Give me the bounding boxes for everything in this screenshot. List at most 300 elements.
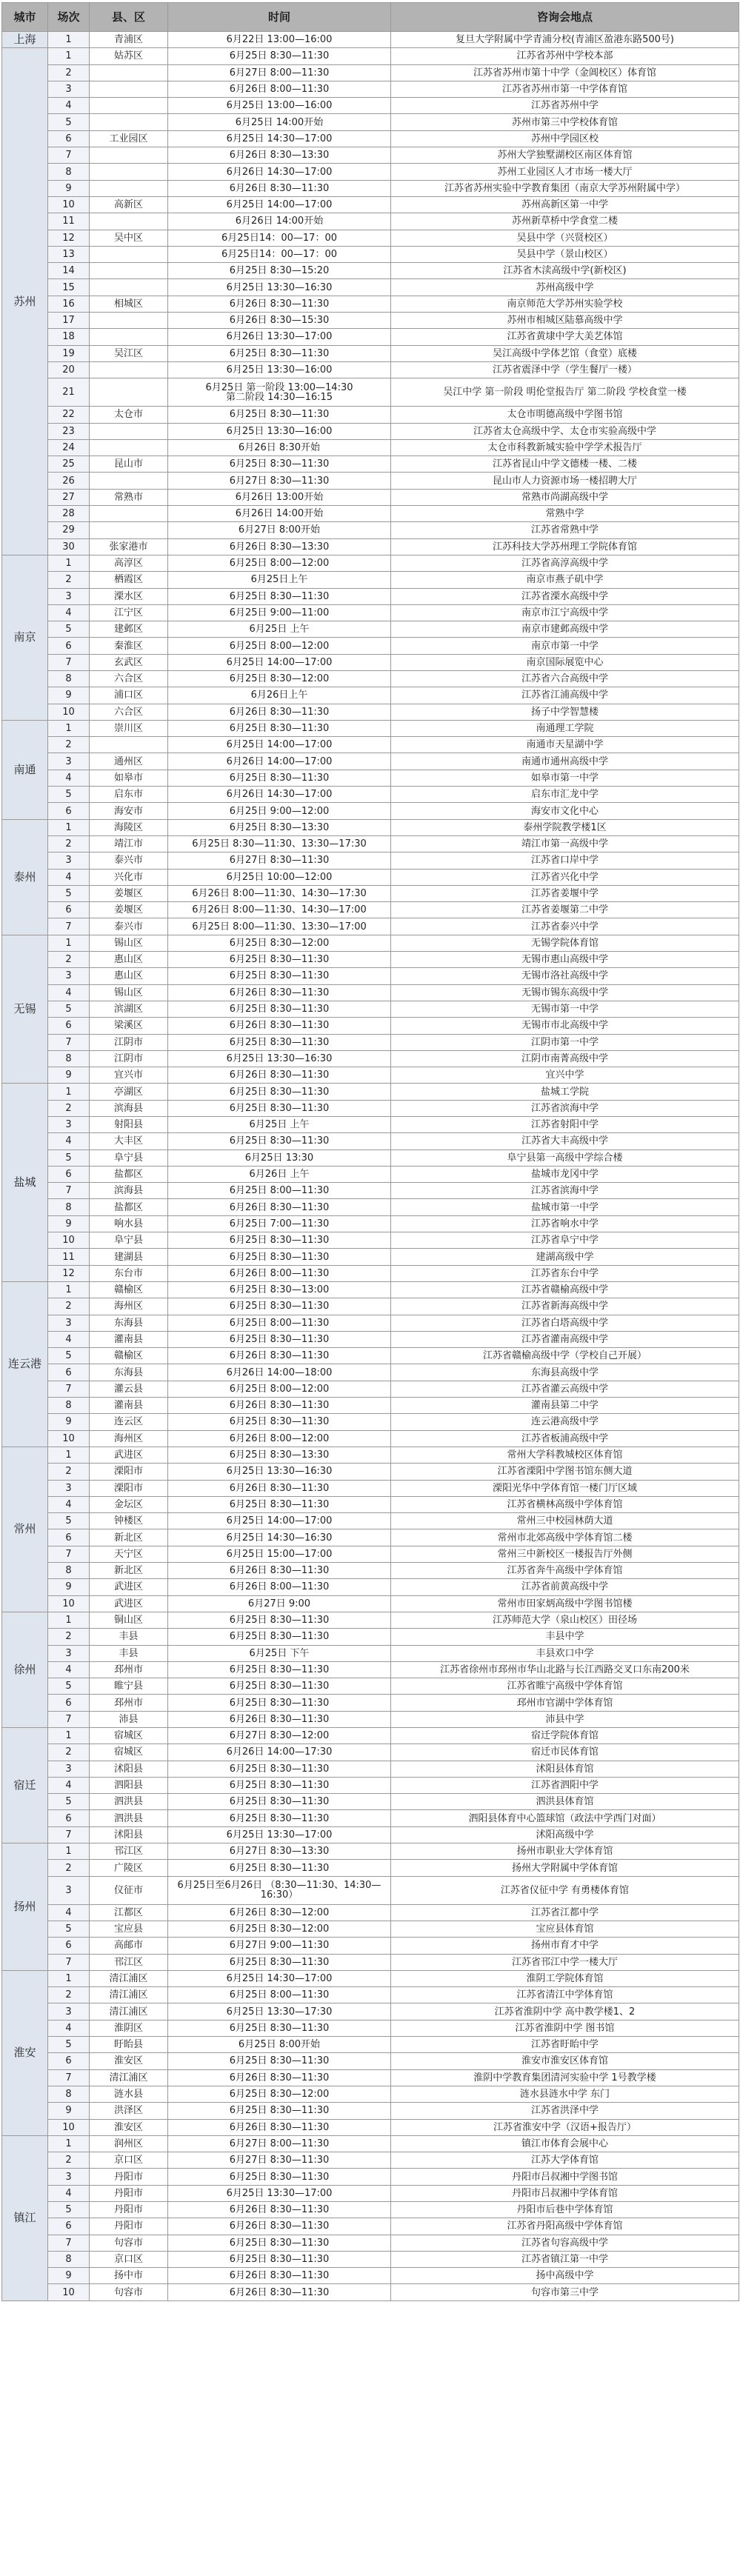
session-number-cell: 6 [48, 2218, 90, 2235]
location-cell: 江苏省溧水高级中学 [391, 588, 739, 604]
table-row [2, 670, 739, 687]
session-number-cell: 6 [48, 1695, 90, 1711]
session-number-cell: 11 [48, 213, 90, 230]
time-cell: 6月25日 8:30—11:30 [168, 48, 391, 64]
location-cell: 灌南县第二中学 [391, 1398, 739, 1414]
session-number-cell: 10 [48, 2284, 90, 2300]
time-cell: 6月25日 8:30—11:30 [168, 1100, 391, 1116]
session-number-cell: 19 [48, 345, 90, 361]
table-row [2, 1364, 739, 1381]
session-number-cell: 9 [48, 687, 90, 704]
table-row [2, 296, 739, 312]
table-row [2, 1050, 739, 1067]
table-row [2, 1398, 739, 1414]
location-cell: 昆山市人力资源市场一楼招聘大厅 [391, 473, 739, 489]
time-cell: 6月25日 14:30—17:00 [168, 130, 391, 147]
session-number-cell: 5 [48, 1794, 90, 1810]
district-cell: 射阳县 [90, 1117, 168, 1133]
location-cell: 扬州市职业大学体育馆 [391, 1843, 739, 1860]
session-number-cell: 9 [48, 180, 90, 196]
session-number-cell: 2 [48, 2152, 90, 2169]
time-cell: 6月25日 8:30—11:30 [168, 1001, 391, 1017]
district-cell: 惠山区 [90, 968, 168, 984]
city-cell: 苏州 [2, 48, 48, 555]
district-cell: 姜堰区 [90, 885, 168, 901]
table-row [2, 2251, 739, 2267]
time-cell: 6月25日 8:30—11:30 [168, 2020, 391, 2036]
table-row [2, 114, 739, 130]
session-number-cell: 5 [48, 1149, 90, 1166]
session-number-cell: 8 [48, 164, 90, 180]
table-row [2, 164, 739, 180]
session-number-cell: 11 [48, 1249, 90, 1265]
district-cell: 丹阳市 [90, 2202, 168, 2218]
table-row [2, 32, 739, 48]
time-cell: 6月26日 8:00—11:30、14:30—17:00 [168, 902, 391, 918]
time-cell: 6月25日 8:00—12:00 [168, 1381, 391, 1397]
time-cell: 6月26日 8:00—11:30 [168, 1265, 391, 1281]
table-row [2, 1215, 739, 1232]
table-row [2, 803, 739, 819]
location-cell: 沭阳高级中学 [391, 1826, 739, 1843]
city-cell: 盐城 [2, 1084, 48, 1282]
time-cell: 6月26日 8:30—11:30 [168, 704, 391, 720]
district-cell: 沭阳县 [90, 1826, 168, 1843]
session-number-cell: 2 [48, 64, 90, 81]
district-cell: 东海县 [90, 1364, 168, 1381]
table-row [2, 1067, 739, 1084]
session-number-cell: 2 [48, 1987, 90, 2003]
location-cell: 溧阳光华中学体育馆一楼门厅区域 [391, 1480, 739, 1496]
district-cell: 大丰区 [90, 1133, 168, 1149]
location-cell: 南京师范大学苏州实验学校 [391, 296, 739, 312]
location-cell: 江苏省滨海中学 [391, 1183, 739, 1199]
time-cell: 6月27日 8:30—11:30 [168, 473, 391, 489]
district-cell: 阜宁县 [90, 1149, 168, 1166]
time-cell: 6月25日 8:00—11:30、13:30—17:00 [168, 918, 391, 935]
city-cell: 南通 [2, 720, 48, 819]
location-cell: 无锡市第一中学 [391, 1001, 739, 1017]
table-row [2, 1711, 739, 1727]
location-cell: 南京市建邺高级中学 [391, 621, 739, 638]
time-cell: 6月25日 14:30—17:00 [168, 1970, 391, 1986]
table-row [2, 2268, 739, 2284]
table-row [2, 1084, 739, 1100]
district-cell: 姜堰区 [90, 902, 168, 918]
time-cell: 6月25日 8:30—11:30 [168, 1794, 391, 1810]
time-cell: 6月25日 8:30—12:00 [168, 670, 391, 687]
location-cell: 常州三中校园林荫大道 [391, 1513, 739, 1529]
district-cell: 清江浦区 [90, 2003, 168, 2020]
session-number-cell: 10 [48, 1595, 90, 1612]
time-cell: 6月25日 9:00—12:00 [168, 803, 391, 819]
session-number-cell: 4 [48, 604, 90, 621]
table-row [2, 1744, 739, 1761]
session-number-cell: 9 [48, 1414, 90, 1430]
table-row [2, 1018, 739, 1034]
table-row [2, 473, 739, 489]
district-cell: 江都区 [90, 1904, 168, 1921]
district-cell [90, 439, 168, 456]
district-cell [90, 263, 168, 279]
table-row [2, 456, 739, 473]
district-cell: 盱眙县 [90, 2037, 168, 2053]
time-cell: 6月25日 8:30—11:30 [168, 1761, 391, 1777]
table-row [2, 279, 739, 296]
table-row [2, 2053, 739, 2069]
session-number-cell: 7 [48, 2069, 90, 2086]
time-cell: 6月26日 14:30—17:00 [168, 787, 391, 803]
time-cell: 6月26日 上午 [168, 1166, 391, 1182]
table-row [2, 852, 739, 869]
session-number-cell: 3 [48, 588, 90, 604]
district-cell: 清江浦区 [90, 1970, 168, 1986]
table-row [2, 588, 739, 604]
table-row [2, 1414, 739, 1430]
location-cell: 江苏省太仓高级中学、太仓市实验高级中学 [391, 423, 739, 439]
session-number-cell: 4 [48, 2185, 90, 2201]
district-cell: 滨海县 [90, 1100, 168, 1116]
location-cell: 宜兴中学 [391, 1067, 739, 1084]
district-cell: 宜兴市 [90, 1067, 168, 1084]
district-cell: 通州区 [90, 753, 168, 770]
district-cell: 姑苏区 [90, 48, 168, 64]
table-row [2, 1727, 739, 1744]
time-cell: 6月26日 8:30—13:30 [168, 538, 391, 555]
location-cell: 扬子中学智慧楼 [391, 704, 739, 720]
session-number-cell: 5 [48, 1001, 90, 1017]
time-cell: 6月26日 13:00开始 [168, 489, 391, 505]
district-cell: 青浦区 [90, 32, 168, 48]
district-cell: 丰县 [90, 1629, 168, 1645]
table-row [2, 1232, 739, 1249]
district-cell: 江阴市 [90, 1034, 168, 1050]
session-number-cell: 2 [48, 952, 90, 968]
location-cell: 南通市通州高级中学 [391, 753, 739, 770]
location-cell: 太仓市科教新城实验中学学术报告厅 [391, 439, 739, 456]
session-number-cell: 5 [48, 2202, 90, 2218]
session-number-cell: 2 [48, 1464, 90, 1480]
time-cell: 6月25日 8:00开始 [168, 2037, 391, 2053]
time-cell: 6月25日 8:30—11:30 [168, 952, 391, 968]
header-city: 城市 [2, 3, 48, 32]
consultation-schedule-table [1, 2, 739, 2301]
time-cell: 6月25日 7:00—11:30 [168, 1215, 391, 1232]
session-number-cell: 4 [48, 1331, 90, 1347]
table-row [2, 538, 739, 555]
location-cell: 江苏省大丰高级中学 [391, 1133, 739, 1149]
district-cell: 宿城区 [90, 1727, 168, 1744]
district-cell: 铜山区 [90, 1612, 168, 1628]
location-cell: 江苏师范大学（泉山校区）田径场 [391, 1612, 739, 1628]
location-cell: 涟水县涟水中学 东门 [391, 2086, 739, 2102]
district-cell: 江宁区 [90, 604, 168, 621]
location-cell: 扬州市育才中学 [391, 1938, 739, 1954]
time-cell: 6月25日 8:30—11:30 [168, 2251, 391, 2267]
location-cell: 泰州学院教学楼1区 [391, 819, 739, 835]
district-cell: 沭阳县 [90, 1761, 168, 1777]
table-row [2, 329, 739, 345]
district-cell: 邗江区 [90, 1843, 168, 1860]
time-cell: 6月25日 8:30—12:00 [168, 935, 391, 951]
table-row [2, 737, 739, 753]
time-cell: 6月25日 8:30—11:30 [168, 1298, 391, 1315]
district-cell: 张家港市 [90, 538, 168, 555]
table-row [2, 902, 739, 918]
session-number-cell: 7 [48, 1711, 90, 1727]
location-cell: 江苏省木渎高级中学(新校区) [391, 263, 739, 279]
time-cell: 6月25日 8:30—11:30 [168, 1133, 391, 1149]
time-cell: 6月25日 13:30—16:00 [168, 361, 391, 378]
session-number-cell: 1 [48, 935, 90, 951]
time-cell: 6月25日 8:30—11:30 [168, 407, 391, 423]
district-cell: 昆山市 [90, 456, 168, 473]
time-cell: 6月26日 8:30开始 [168, 439, 391, 456]
session-number-cell: 6 [48, 2053, 90, 2069]
session-number-cell: 4 [48, 770, 90, 786]
session-number-cell: 8 [48, 1398, 90, 1414]
district-cell [90, 378, 168, 407]
district-cell: 洪泽区 [90, 2103, 168, 2119]
session-number-cell: 27 [48, 489, 90, 505]
session-number-cell: 9 [48, 1215, 90, 1232]
city-cell: 南京 [2, 555, 48, 720]
session-number-cell: 5 [48, 1678, 90, 1695]
session-number-cell: 9 [48, 2103, 90, 2119]
session-number-cell: 5 [48, 1348, 90, 1364]
time-cell: 6月25日 8:30—11:30 [168, 720, 391, 736]
table-row [2, 604, 739, 621]
table-row [2, 720, 739, 736]
session-number-cell: 3 [48, 1876, 90, 1904]
session-number-cell: 7 [48, 2235, 90, 2251]
table-row [2, 1645, 739, 1661]
time-cell: 6月25日 8:30—11:30 [168, 968, 391, 984]
time-cell: 6月25日 8:30—12:00 [168, 1921, 391, 1937]
district-cell [90, 737, 168, 753]
time-cell: 6月26日 14:00—17:00 [168, 753, 391, 770]
district-cell: 武进区 [90, 1447, 168, 1463]
table-row [2, 506, 739, 522]
table-row [2, 313, 739, 329]
time-cell: 6月25日 8:30—11:30 [168, 1249, 391, 1265]
time-cell: 6月25日 15:00—17:00 [168, 1546, 391, 1562]
location-cell: 宝应县体育馆 [391, 1921, 739, 1937]
time-cell: 6月25日 8:30—11:30 [168, 588, 391, 604]
time-cell: 6月27日 8:00—11:30 [168, 2135, 391, 2152]
time-cell: 6月25日 8:30—11:30 [168, 1860, 391, 1876]
time-cell: 6月26日 8:30—11:30 [168, 1711, 391, 1727]
session-number-cell: 8 [48, 2251, 90, 2267]
location-cell: 江苏省盱眙中学 [391, 2037, 739, 2053]
location-cell: 江苏省仪征中学 有勇楼体育馆 [391, 1876, 739, 1904]
district-cell: 武进区 [90, 1579, 168, 1595]
location-cell: 江苏省邗江中学一楼大厅 [391, 1954, 739, 1970]
location-cell: 江苏科技大学苏州理工学院体育馆 [391, 538, 739, 555]
table-row [2, 1826, 739, 1843]
location-cell: 江苏省泰兴中学 [391, 918, 739, 935]
session-number-cell: 5 [48, 1921, 90, 1937]
session-number-cell: 6 [48, 1364, 90, 1381]
session-number-cell: 1 [48, 555, 90, 571]
district-cell: 如皋市 [90, 770, 168, 786]
time-cell: 6月27日 8:30—11:30 [168, 852, 391, 869]
district-cell: 高新区 [90, 196, 168, 213]
table-row [2, 1166, 739, 1182]
location-cell: 南京市燕子矶中学 [391, 572, 739, 588]
table-row [2, 952, 739, 968]
session-number-cell: 1 [48, 48, 90, 64]
time-cell: 6月25日 13:30 [168, 1149, 391, 1166]
district-cell: 海州区 [90, 1430, 168, 1447]
time-cell: 6月25日 8:30—11:30 [168, 1414, 391, 1430]
table-row [2, 1464, 739, 1480]
table-row [2, 1034, 739, 1050]
location-cell: 苏州高新区第一中学 [391, 196, 739, 213]
location-cell: 海安市文化中心 [391, 803, 739, 819]
district-cell [90, 423, 168, 439]
district-cell: 沛县 [90, 1711, 168, 1727]
table-row [2, 1954, 739, 1970]
session-number-cell: 8 [48, 1050, 90, 1067]
session-number-cell: 4 [48, 869, 90, 885]
table-row [2, 704, 739, 720]
table-row [2, 1133, 739, 1149]
session-number-cell: 2 [48, 572, 90, 588]
time-cell: 6月26日 8:30—11:30 [168, 1018, 391, 1034]
district-cell: 泰兴市 [90, 918, 168, 935]
district-cell: 淮安区 [90, 2119, 168, 2135]
time-cell: 6月25日 8:30—11:30 [168, 1810, 391, 1826]
location-cell: 宿迁学院体育馆 [391, 1727, 739, 1744]
table-row [2, 2135, 739, 2152]
session-number-cell: 3 [48, 1117, 90, 1133]
district-cell: 赣榆区 [90, 1348, 168, 1364]
location-cell: 江苏省板浦高级中学 [391, 1430, 739, 1447]
location-cell: 无锡学院体育馆 [391, 935, 739, 951]
district-cell: 邳州市 [90, 1661, 168, 1678]
district-cell: 清江浦区 [90, 2069, 168, 2086]
time-cell: 6月27日 8:30—12:00 [168, 1727, 391, 1744]
session-number-cell: 7 [48, 1183, 90, 1199]
session-number-cell: 1 [48, 1843, 90, 1860]
district-cell: 句容市 [90, 2284, 168, 2300]
time-cell: 6月25日至6月26日 （8:30—11:30、14:30—16:30） [168, 1876, 391, 1904]
time-cell: 6月25日 14:00—17:00 [168, 737, 391, 753]
location-cell: 江阴市南菁高级中学 [391, 1050, 739, 1067]
location-cell: 江苏省口岸中学 [391, 852, 739, 869]
district-cell: 高邮市 [90, 1938, 168, 1954]
session-number-cell: 8 [48, 2086, 90, 2102]
district-cell: 连云区 [90, 1414, 168, 1430]
location-cell: 南通市天星湖中学 [391, 737, 739, 753]
location-cell: 句容市第三中学 [391, 2284, 739, 2300]
time-cell: 6月25日 14:00—17:00 [168, 1513, 391, 1529]
table-row [2, 1563, 739, 1579]
table-row [2, 2020, 739, 2036]
time-cell: 6月25日 13:30—16:00 [168, 423, 391, 439]
district-cell: 常熟市 [90, 489, 168, 505]
table-row [2, 2152, 739, 2169]
table-row [2, 1921, 739, 1937]
city-cell: 镇江 [2, 2135, 48, 2300]
location-cell: 江苏省高淳高级中学 [391, 555, 739, 571]
district-cell: 工业园区 [90, 130, 168, 147]
session-number-cell: 23 [48, 423, 90, 439]
district-cell: 海安市 [90, 803, 168, 819]
location-cell: 邳州市官湖中学体育馆 [391, 1695, 739, 1711]
session-number-cell: 6 [48, 1166, 90, 1182]
time-cell: 6月26日 14:00—18:00 [168, 1364, 391, 1381]
location-cell: 江苏省东台中学 [391, 1265, 739, 1281]
session-number-cell: 4 [48, 1661, 90, 1678]
table-row [2, 180, 739, 196]
time-cell: 6月26日 8:30—11:30 [168, 1199, 391, 1215]
session-number-cell: 18 [48, 329, 90, 345]
table-row [2, 638, 739, 654]
time-cell: 6月25日 8:00—11:30 [168, 1987, 391, 2003]
district-cell [90, 164, 168, 180]
session-number-cell: 10 [48, 704, 90, 720]
table-row [2, 378, 739, 407]
table-row [2, 1348, 739, 1364]
district-cell: 京口区 [90, 2152, 168, 2169]
table-row [2, 2185, 739, 2201]
city-cell: 淮安 [2, 1970, 48, 2135]
time-cell: 6月25日 8:00—12:00 [168, 555, 391, 571]
location-cell: 常州市北郊高级中学体育馆二楼 [391, 1529, 739, 1546]
time-cell: 6月25日 8:00—11:30 [168, 1315, 391, 1331]
session-number-cell: 25 [48, 456, 90, 473]
time-cell: 6月27日 9:00 [168, 1595, 391, 1612]
district-cell: 六合区 [90, 704, 168, 720]
location-cell: 江苏省滨海中学 [391, 1100, 739, 1116]
time-cell: 6月25日 8:30—11:30 [168, 2235, 391, 2251]
time-cell: 6月26日 8:30—11:30 [168, 1563, 391, 1579]
session-number-cell: 8 [48, 1199, 90, 1215]
location-cell: 南京市江宁高级中学 [391, 604, 739, 621]
session-number-cell: 6 [48, 803, 90, 819]
table-row [2, 423, 739, 439]
district-cell: 灌南县 [90, 1398, 168, 1414]
location-cell: 丹阳市吕叔湘中学图书馆 [391, 2169, 739, 2185]
table-row [2, 869, 739, 885]
table-row [2, 1777, 739, 1793]
table-row [2, 1265, 739, 1281]
table-row [2, 1281, 739, 1298]
session-number-cell: 7 [48, 1826, 90, 1843]
location-cell: 建湖高级中学 [391, 1249, 739, 1265]
session-number-cell: 20 [48, 361, 90, 378]
location-cell: 江苏省溧阳中学图书馆东侧大道 [391, 1464, 739, 1480]
table-row [2, 2218, 739, 2235]
session-number-cell: 10 [48, 196, 90, 213]
location-cell: 江苏省苏州市第十中学（金阊校区）体育馆 [391, 64, 739, 81]
time-cell: 6月25日 上午 [168, 1117, 391, 1133]
time-cell: 6月26日 8:30—11:30 [168, 2218, 391, 2235]
time-cell: 6月25日 8:30—11:30 [168, 770, 391, 786]
district-cell: 丹阳市 [90, 2218, 168, 2235]
district-cell [90, 114, 168, 130]
location-cell: 盐城市第一中学 [391, 1199, 739, 1215]
table-row [2, 555, 739, 571]
session-number-cell: 4 [48, 1904, 90, 1921]
location-cell: 江苏省江都中学 [391, 1904, 739, 1921]
location-cell: 江苏省苏州中学 [391, 98, 739, 114]
table-row [2, 1661, 739, 1678]
time-cell: 6月25日 8:30—11:30 [168, 456, 391, 473]
location-cell: 常州三中新校区一楼报告厅外侧 [391, 1546, 739, 1562]
